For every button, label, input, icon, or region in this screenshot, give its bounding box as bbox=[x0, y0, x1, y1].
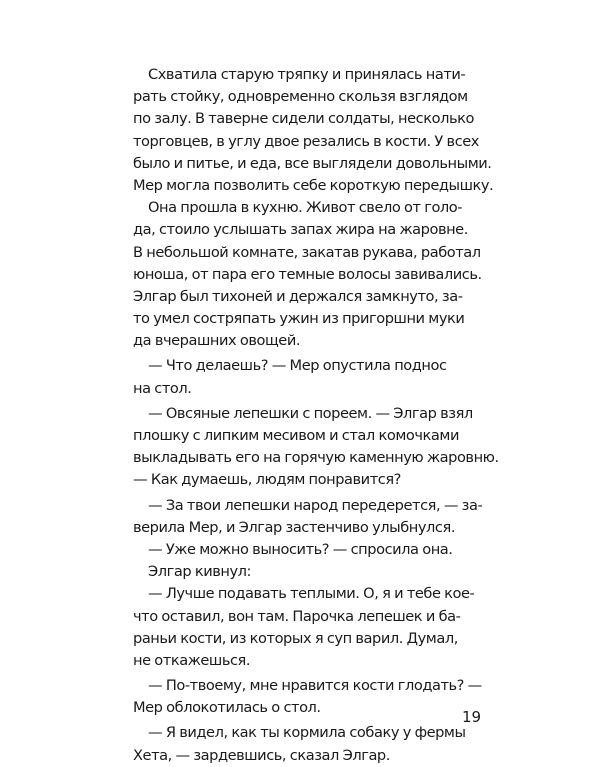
text-line: — Я видел, как ты кормила собаку у фермы bbox=[148, 724, 466, 742]
text-line: Мер облокотилась о стол. bbox=[133, 699, 321, 717]
text-line: на стол. bbox=[133, 379, 192, 397]
text-line: рать стойку, одновременно скользя взглядом bbox=[133, 88, 468, 106]
text-line: что оставил, вон там. Парочка лепешек и ба- bbox=[133, 607, 461, 625]
text-line: да, стоило услышать запах жира на жаровне. bbox=[133, 221, 468, 239]
text-line: — По-твоему, мне нравится кости глодать? — bbox=[148, 677, 482, 695]
text-line: В небольшой комнате, закатав рукава, работал bbox=[133, 243, 481, 261]
body-text bbox=[133, 64, 499, 767]
text-line: Элгар кивнул: bbox=[148, 563, 252, 581]
text-line: — Что делаешь? — Мер опустила поднос bbox=[148, 357, 447, 375]
text-line: выкладывать его на горячую каменную жаровню. bbox=[133, 449, 499, 467]
text-line: — Овсяные лепешки с пореем. — Элгар взял bbox=[148, 404, 473, 422]
text-line: Схватила старую тряпку и принялась нати- bbox=[148, 66, 466, 83]
page-number: 19 bbox=[462, 708, 482, 726]
text-line: — За твои лепешки народ передерется, — за- bbox=[148, 496, 483, 514]
text-line: да вчерашних овощей. bbox=[133, 332, 301, 350]
text-line: то умел состряпать ужин из пригоршни муки bbox=[133, 310, 465, 328]
text-line: не откажешься. bbox=[133, 651, 251, 669]
text-line: раньи кости, из которых я суп варил. Думал, bbox=[133, 629, 458, 647]
text-line: Элгар был тихоней и держался замкнуто, за- bbox=[133, 287, 463, 305]
text-line: — Как думаешь, людям понравится? bbox=[133, 471, 401, 489]
text-line: по залу. В таверне сидели солдаты, несколько bbox=[133, 110, 474, 128]
text-line: плошку с липким месивом и стал комочками bbox=[133, 427, 459, 444]
text-line: — Лучше подавать теплыми. О, я и тебе кое- bbox=[148, 585, 475, 603]
text-line: Мер могла позволить себе короткую передышку. bbox=[133, 176, 494, 194]
text-line: верила Мер, и Элгар застенчиво улыбнулся. bbox=[133, 518, 456, 536]
text-line: было и питье, и еда, все выглядели довольными. bbox=[133, 154, 492, 172]
text-line: юноша, от пара его темные волосы завивались. bbox=[133, 265, 482, 283]
text-line: — Уже можно выносить? — спросила она. bbox=[148, 540, 453, 558]
text-line: торговцев, в углу двое резались в кости. У всех bbox=[133, 132, 479, 150]
text-line: Она прошла в кухню. Живот свело от голо- bbox=[148, 199, 463, 217]
text-line: Хета, — зардевшись, сказал Элгар. bbox=[133, 746, 390, 764]
